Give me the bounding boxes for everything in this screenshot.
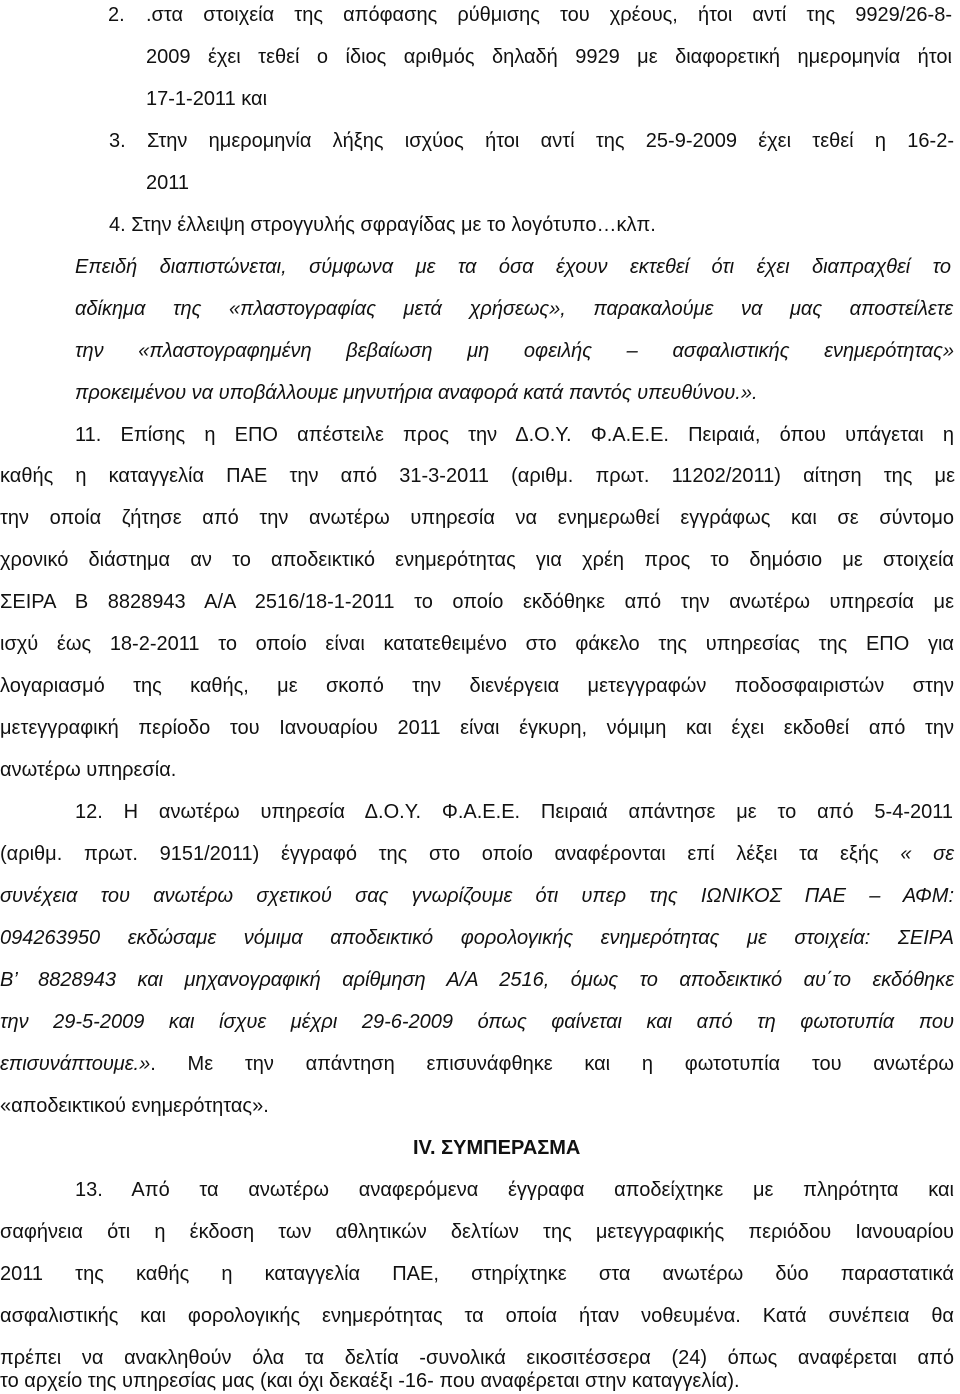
italic-paragraph-line-2: αδίκημα της «πλαστογραφίας μετά χρήσεως», παρακαλούμε να μας αποστείλετε — [75, 298, 953, 320]
paragraph-11-line-6: ισχύ έως 18-2-2011 το οποίο είναι κατατεθειμένο στο φάκελο της υπηρεσίας της ΕΠΟ για — [0, 633, 954, 655]
list-item-3-line-1: 3. Στην ημερομηνία λήξης ισχύος ήτοι αντί της 25-9-2009 έχει τεθεί η 16-2- — [109, 130, 954, 152]
paragraph-13-line-6: το αρχείο της υπηρεσίας μας (και όχι δεκαέξι -16- που αναφέρεται στην καταγγελία). — [0, 1370, 740, 1392]
paragraph-12-italic-line-4: την 29-5-2009 και ίσχυε μέχρι 29-6-2009 όπως φαίνεται και από τη φωτοτυπία που — [0, 1011, 954, 1033]
list-item-4: 4. Στην έλλειψη στρογγυλής σφραγίδας με το λογότυπο…κλπ. — [109, 214, 656, 236]
paragraph-11-line-9: ανωτέρω υπηρεσία. — [0, 759, 177, 781]
paragraph-13-line-3: 2011 της καθής η καταγγελία ΠΑΕ, στηρίχτηκε στα ανωτέρω δύο παραστατικά — [0, 1263, 954, 1285]
paragraph-12-line-7 — [0, 1051, 954, 1077]
paragraph-12-line-7-normal: . Με την απάντηση επισυνάφθηκε και η φωτοτυπία του ανωτέρω — [150, 1053, 954, 1075]
paragraph-11-line-4: χρονικό διάστημα αν το αποδεικτικό ενημερότητας για χρέη προς το δημόσιο με στοιχεία — [0, 549, 954, 571]
list-item-3-line-2: 2011 — [146, 172, 190, 194]
paragraph-12-final-line: «αποδεικτικού ενημερότητας». — [0, 1095, 269, 1117]
section-heading: IV. ΣΥΜΠΕΡΑΣΜΑ — [413, 1137, 581, 1159]
paragraph-13-line-5: πρέπει να ανακληθούν όλα τα δελτία -συνολικά εικοσιτέσσερα (24) όπως αναφέρεται από — [0, 1347, 954, 1369]
list-number-2: 2. — [108, 4, 125, 26]
italic-paragraph-line-4: προκειμένου να υποβάλλουμε μηνυτήρια αναφορά κατά παντός υπευθύνου.». — [75, 382, 758, 404]
paragraph-11-line-2: καθής η καταγγελία ΠΑΕ την από 31-3-2011 (αριθμ. πρωτ. 11202/2011) αίτηση της με — [0, 465, 955, 487]
paragraph-12-italic-line-3: Β’ 8828943 και μηχανογραφική αρίθμηση Α/Α 2516, όμως το αποδεικτικό αυ΄το εκδόθηκε — [0, 969, 954, 991]
paragraph-13-line-2: σαφήνεια ότι η έκδοση των αθλητικών δελτίων της μετεγγραφικής περιόδου Ιανουαρίου — [0, 1221, 954, 1243]
paragraph-12-line-2-italic: « σε — [900, 843, 954, 865]
list-item-2-line-1: .στα στοιχεία της απόφασης ρύθμισης του χρέους, ήτοι αντί της 9929/26-8- — [146, 4, 952, 26]
italic-paragraph-line-3: την «πλαστογραφημένη βεβαίωση μη οφειλής – ασφαλιστικής ενημερότητας» — [75, 340, 954, 362]
paragraph-12-line-7-italic: επισυνάπτουμε.» — [0, 1053, 151, 1075]
paragraph-11-line-3: την οποία ζήτησε από την ανωτέρω υπηρεσία να ενημερωθεί εγγράφως και σε σύντομο — [0, 507, 954, 529]
paragraph-11-line-8: μετεγγραφική περίοδο του Ιανουαρίου 2011 είναι έγκυρη, νόμιμη και έχει εκδοθεί από την — [0, 717, 954, 739]
paragraph-12-italic-line-1: συνέχεια του ανωτέρω σχετικού σας γνωρίζουμε ότι υπερ της ΙΩΝΙΚΟΣ ΠΑΕ – ΑΦΜ: — [0, 885, 954, 907]
paragraph-13-line-4: ασφαλιστικής και φορολογικής ενημερότητας τα οποία ήταν νοθευμένα. Κατά συνέπεια θα — [0, 1305, 954, 1327]
paragraph-11-line-7: λογαριασμό της καθής, με σκοπό την διενέργεια μετεγγραφών ποδοσφαιριστών στην — [0, 675, 954, 697]
paragraph-12-line-2 — [0, 841, 954, 867]
paragraph-11-line-5: ΣΕΙΡΑ Β 8828943 Α/Α 2516/18-1-2011 το οποίο εκδόθηκε από την ανωτέρω υπηρεσία με — [0, 591, 954, 613]
italic-paragraph-line-1: Επειδή διαπιστώνεται, σύμφωνα με τα όσα έχουν εκτεθεί ότι έχει διαπραχθεί το — [75, 256, 951, 278]
paragraph-13-line-1: 13. Από τα ανωτέρω αναφερόμενα έγγραφα αποδείχτηκε με πληρότητα και — [75, 1179, 954, 1201]
paragraph-12-italic-line-2: 094263950 εκδώσαμε νόμιμα αποδεικτικό φορολογικής ενημερότητας με στοιχεία: ΣΕΙΡΑ — [0, 927, 954, 949]
paragraph-11-line-1: 11. Επίσης η ΕΠΟ απέστειλε προς την Δ.Ο.Υ. Φ.Α.Ε.Ε. Πειραιά, όπου υπάγεται η — [75, 424, 954, 446]
list-item-2-line-2: 2009 έχει τεθεί ο ίδιος αριθμός δηλαδή 9929 με διαφορετική ημερομηνία ήτοι — [146, 46, 952, 68]
paragraph-12-line-2-normal: (αριθμ. πρωτ. 9151/2011) έγγραφό της στο οποίο αναφέρονται επί λέξει τα εξής — [0, 843, 901, 865]
list-item-2-line-3: 17-1-2011 και — [146, 88, 268, 110]
paragraph-12-line-1: 12. Η ανωτέρω υπηρεσία Δ.Ο.Υ. Φ.Α.Ε.Ε. Πειραιά απάντησε με το από 5-4-2011 — [75, 801, 953, 823]
